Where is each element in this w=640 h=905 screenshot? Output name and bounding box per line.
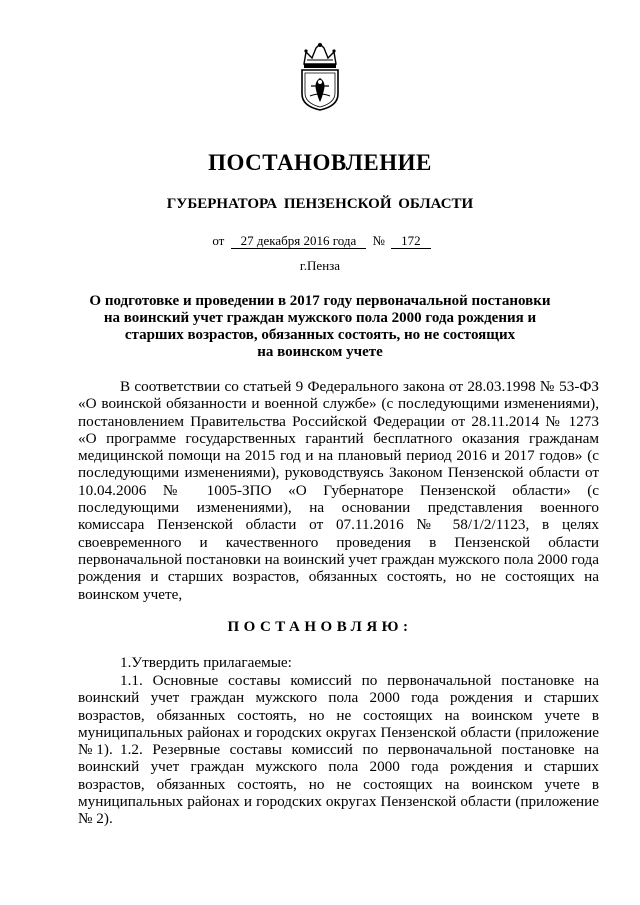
resolve-heading: ПОСТАНОВЛЯЮ: — [227, 619, 413, 635]
date-label: от — [212, 233, 225, 248]
subject-line: старших возрастов, обязанных состоять, но не состоящих — [124, 327, 516, 343]
subject-line: на воинский учет граждан мужского пола 2000 года рождения и — [103, 310, 537, 326]
coat-of-arms-icon — [296, 42, 344, 112]
number-value: 172 — [391, 234, 431, 249]
number-label: № — [372, 233, 385, 248]
preamble-paragraph: В соответствии со статьей 9 Федерального закона от 28.03.1998 № 53-ФЗ «О воинской обязанности и военной службе» (с последующими изменениями), постановлением Правительства Российской Федерации от 28.11.2014 № 1273 «О программе государственных гарантий бесплатного оказания гражданам медицинской помощи на 2015 год и на плановый период 2016 и 2017 годов» (с последующими изменениями), руководствуясь Законом Пензенской области от 10.04.2006 № 1005-ЗПО «О Губернаторе Пензенской области» (с последующими изменениями), на основании представления военного комиссара Пензенской области от 07.11.2016 № 58/1/2/1123, в целях своевременного и качественного проведения в Пензенской области первоначальной постановки на воинский учет граждан мужского пола 2000 года рождения и старших возрастов, обязанных состоять, но не состоящих на воинском учете, — [78, 378, 599, 603]
subject-line: на воинском учете — [257, 344, 383, 360]
city: г.Пенза — [299, 258, 341, 273]
item-1-2: 1.2. Резервные составы комиссий по первоначальной постановке на воинский учет граждан мужского пола 2000 года рождения и старших возрастов, обязанных состоять, но не состоящих на воинском учете в муниципальных районах и городских округах Пензенской области (приложение № 2). — [78, 741, 599, 828]
item-1: 1.Утвердить прилагаемые: — [120, 654, 292, 671]
document-title: ПОСТАНОВЛЕНИЕ — [208, 150, 432, 175]
subject-heading — [80, 293, 560, 361]
item-1-1: 1.1. Основные составы комиссий по первоначальной постановке на воинский учет граждан мужского пола 2000 года рождения и старших возрастов, обязанных состоять, но не состоящих на воинском учете в муниципальных районах и городских округах Пензенской области (приложение № 1). — [78, 672, 599, 759]
date-value: 27 декабря 2016 года — [231, 234, 367, 249]
issuer-line: ГУБЕРНАТОРА ПЕНЗЕНСКОЙ ОБЛАСТИ — [166, 196, 474, 212]
subject-line: О подготовке и проведении в 2017 году первоначальной постановки — [89, 293, 551, 309]
date-number-line — [0, 233, 640, 249]
